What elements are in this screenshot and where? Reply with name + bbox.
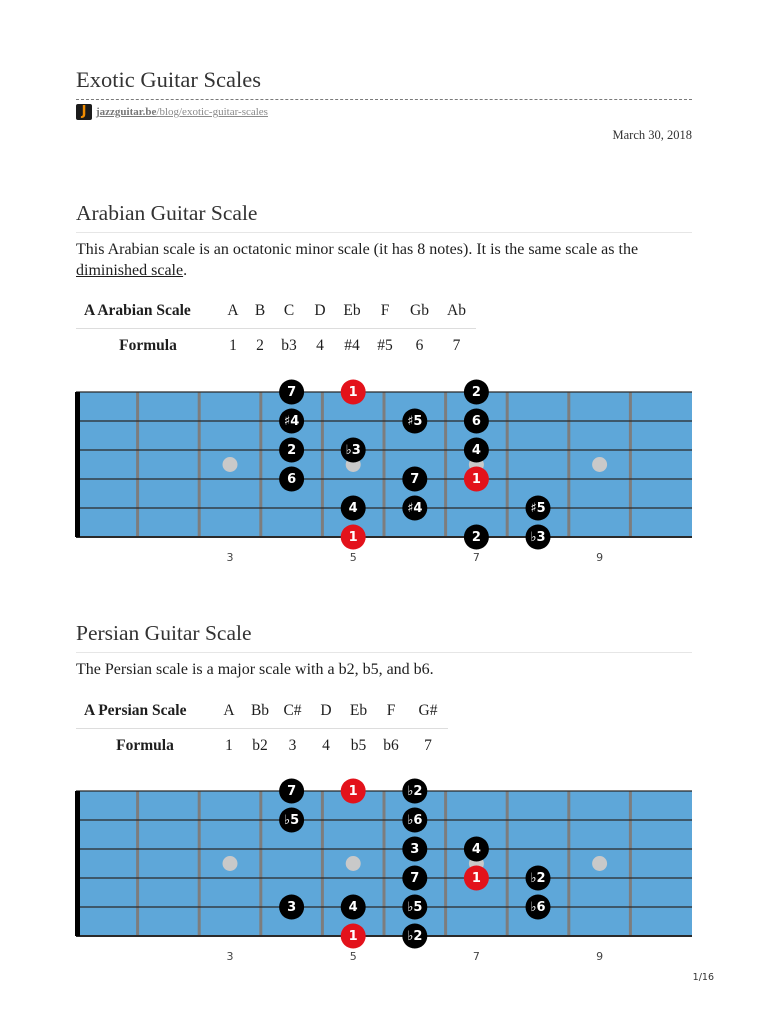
nut: [75, 791, 80, 936]
dot-label: 1: [471, 871, 481, 886]
note-cell: G#: [408, 694, 448, 729]
fret-number-label: 9: [596, 950, 604, 963]
notes-row: [76, 694, 448, 729]
fret-line: [136, 392, 139, 537]
fret-line: [629, 392, 632, 537]
note-cell: A: [214, 694, 244, 729]
note-cell: D: [309, 694, 343, 729]
scale-degree-dot: [279, 808, 304, 833]
scale-degree-dot: [526, 866, 551, 891]
dot-label: ♭3: [530, 530, 546, 545]
scale-degree-dot: [402, 779, 427, 804]
note-cell: Gb: [402, 294, 437, 329]
scale-degree-dot: [526, 895, 551, 920]
dot-label: ♭2: [407, 784, 423, 799]
fret-line: [136, 791, 139, 936]
scale-degree-dot: [402, 496, 427, 521]
fret-number-label: 3: [226, 551, 234, 564]
scale-degree-dot: [279, 438, 304, 463]
section-heading-arabian: Arabian Guitar Scale: [76, 201, 258, 225]
root-note-dot: [464, 866, 489, 891]
formula-cell: 7: [424, 737, 432, 754]
fret-number-label: 5: [349, 551, 357, 564]
fret-line: [198, 791, 201, 936]
dot-label: 6: [287, 472, 297, 487]
publish-date: March 30, 2018: [612, 128, 692, 142]
fret-number-label: 7: [472, 950, 480, 963]
fret-inlay-marker: [223, 856, 238, 871]
scale-degree-dot: [279, 380, 304, 405]
formula-cell: b6: [383, 737, 399, 754]
scale-degree-dot: [526, 525, 551, 550]
dot-label: 7: [410, 472, 420, 487]
scale-name-label: A Arabian Scale: [76, 294, 220, 329]
scale-degree-dot: [402, 409, 427, 434]
dot-label: ♭6: [407, 813, 423, 828]
fret-line: [198, 392, 201, 537]
notes-row: [76, 294, 476, 329]
dot-label: 1: [348, 385, 358, 400]
scale-degree-dot: [341, 895, 366, 920]
dot-label: 4: [471, 842, 481, 857]
formula-cell: 1: [229, 337, 237, 354]
scale-degree-dot: [402, 808, 427, 833]
scale-table-arabian: [76, 294, 476, 363]
dot-label: 1: [348, 929, 358, 944]
fret-line: [383, 791, 386, 936]
paragraph-text: The Persian scale is a major scale with a b2, b5, and b6.: [76, 661, 434, 678]
fret-line: [444, 392, 447, 537]
fret-line: [567, 392, 570, 537]
fret-inlay-marker: [346, 856, 361, 871]
root-note-dot: [341, 779, 366, 804]
scale-degree-dot: [341, 496, 366, 521]
page-title: Exotic Guitar Scales: [76, 67, 261, 92]
fret-line: [259, 791, 262, 936]
note-cell: B: [246, 294, 274, 329]
section-heading-divider: [76, 232, 692, 233]
source-domain-link[interactable]: jazzguitar.be: [96, 106, 157, 118]
note-cell: Ab: [437, 294, 476, 329]
formula-cell: #5: [377, 337, 393, 354]
fret-line: [259, 392, 262, 537]
formula-row: [76, 329, 476, 364]
paragraph-end-punctuation: .: [183, 262, 188, 279]
fret-number-label: 3: [226, 950, 234, 963]
scale-degree-dot: [402, 924, 427, 949]
dot-label: 6: [471, 414, 481, 429]
fret-inlay-marker: [592, 457, 607, 472]
fret-line: [506, 392, 509, 537]
dot-label: 1: [471, 472, 481, 487]
scale-degree-dot: [464, 837, 489, 862]
dot-label: 1: [348, 530, 358, 545]
note-cell: C: [274, 294, 304, 329]
note-cell: C#: [276, 694, 309, 729]
nut: [75, 392, 80, 537]
dot-label: 4: [348, 501, 358, 516]
formula-label: Formula: [116, 737, 174, 754]
root-note-dot: [341, 525, 366, 550]
section-paragraph-arabian: [76, 239, 692, 281]
note-cell: Bb: [244, 694, 276, 729]
formula-cell: 3: [288, 737, 297, 754]
scale-degree-dot: [464, 525, 489, 550]
dot-label: 7: [410, 871, 420, 886]
fret-inlay-marker: [592, 856, 607, 871]
formula-cell: 4: [316, 337, 324, 354]
dot-label: 1: [348, 784, 358, 799]
dot-label: ♯5: [530, 501, 546, 516]
scale-name-label: A Persian Scale: [76, 694, 214, 729]
dot-label: 3: [410, 842, 420, 857]
dot-label: 7: [287, 385, 297, 400]
note-cell: Eb: [336, 294, 368, 329]
formula-cell: 1: [225, 737, 233, 754]
dot-label: 4: [348, 900, 358, 915]
dot-label: ♭3: [345, 443, 361, 458]
dot-label: ♭6: [530, 900, 546, 915]
dot-label: ♭2: [407, 929, 423, 944]
note-cell: D: [304, 294, 336, 329]
title-divider: [76, 99, 692, 100]
formula-label: Formula: [119, 337, 177, 354]
fret-line: [567, 791, 570, 936]
scale-degree-dot: [464, 409, 489, 434]
fret-line: [321, 791, 324, 936]
fret-line: [629, 791, 632, 936]
formula-cell: b2: [252, 737, 268, 754]
fret-number-label: 5: [349, 950, 357, 963]
jazzguitar-logo-icon[interactable]: J: [76, 104, 92, 120]
fret-line: [383, 392, 386, 537]
scale-degree-dot: [402, 866, 427, 891]
root-note-dot: [341, 380, 366, 405]
scale-degree-dot: [279, 779, 304, 804]
dot-label: 7: [287, 784, 297, 799]
scale-table-persian: [76, 694, 448, 763]
formula-cell: 2: [256, 337, 264, 354]
dot-label: 2: [471, 530, 481, 545]
dot-label: ♭5: [284, 813, 300, 828]
source-line: [76, 104, 268, 120]
scale-degree-dot: [402, 467, 427, 492]
fret-line: [444, 791, 447, 936]
note-cell: F: [374, 694, 408, 729]
scale-degree-dot: [526, 496, 551, 521]
source-path-link[interactable]: /blog/exotic-guitar-scales: [156, 106, 268, 118]
dot-label: ♯4: [283, 414, 300, 429]
root-note-dot: [341, 924, 366, 949]
fret-line: [506, 791, 509, 936]
dot-label: ♭2: [530, 871, 546, 886]
fretboard-diagram-persian: [0, 769, 768, 969]
page-number: 1/16: [692, 972, 714, 983]
formula-cell: #4: [344, 337, 360, 354]
fret-inlay-marker: [223, 457, 238, 472]
scale-degree-dot: [464, 438, 489, 463]
formula-cell: b3: [281, 337, 297, 354]
dot-label: 2: [287, 443, 297, 458]
scale-degree-dot: [464, 380, 489, 405]
formula-cell: b5: [350, 737, 367, 754]
formula-cell: 6: [415, 337, 424, 354]
section-heading-divider: [76, 652, 692, 653]
scale-degree-dot: [279, 409, 304, 434]
section-paragraph-persian: [76, 659, 692, 680]
fret-number-label: 7: [472, 551, 480, 564]
dot-label: ♯4: [407, 501, 423, 516]
note-cell: Eb: [343, 694, 374, 729]
fret-number-label: 9: [596, 551, 604, 564]
scale-degree-dot: [279, 895, 304, 920]
section-heading-persian: Persian Guitar Scale: [76, 621, 252, 645]
fretboard-diagram-arabian: [0, 370, 768, 570]
root-note-dot: [464, 467, 489, 492]
diminished-scale-link[interactable]: diminished scale: [76, 262, 184, 279]
note-cell: A: [220, 294, 246, 329]
formula-cell: 4: [322, 737, 330, 754]
fret-line: [321, 392, 324, 537]
note-cell: F: [368, 294, 402, 329]
scale-degree-dot: [279, 467, 304, 492]
formula-cell: 7: [452, 337, 461, 354]
scale-degree-dot: [402, 895, 427, 920]
dot-label: 2: [471, 385, 481, 400]
dot-label: 4: [471, 443, 481, 458]
scale-degree-dot: [341, 438, 366, 463]
paragraph-text: This Arabian scale is an octatonic minor scale (it has 8 notes). It is the same scale as the: [76, 241, 639, 258]
dot-label: 3: [287, 900, 297, 915]
dot-label: ♭5: [407, 900, 423, 915]
scale-degree-dot: [402, 837, 427, 862]
formula-row: [76, 729, 448, 764]
dot-label: ♯5: [407, 414, 423, 429]
